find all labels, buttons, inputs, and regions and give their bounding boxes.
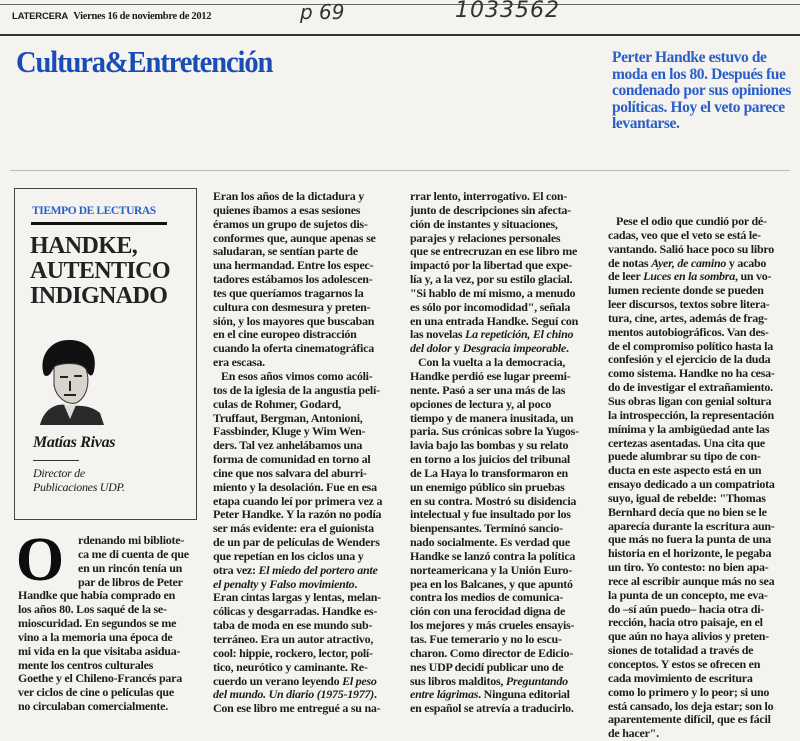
article-line [410,619,596,633]
article-column-1 [18,534,204,714]
article-line [213,647,399,661]
italic-title-text: El peso [342,674,377,688]
line-text: rece al escribir aunque más no sea [608,574,775,588]
line-text: par de libros de Peter [78,575,183,589]
line-text: está cansado, los deja estar; son lo [608,699,774,713]
line-text: etapa cuando leí por primera vez a [213,494,383,508]
line-text: terráneo. Era un autor atractivo, [213,633,374,646]
line-text: un enemigo público sin pruebas [410,480,565,494]
article-line [608,672,794,686]
article-deck: Perter Handke estuvo de moda en los 80. Después fue condenado por sus opiniones políticas. Hoy el veto parece levantarse. [612,49,791,132]
article-line [410,591,596,605]
article-line [410,384,596,398]
article-line [410,204,596,218]
article-line [213,412,399,426]
line-text: norteamericana y la Unión Euro- [410,563,573,577]
line-text: era escasa. [213,356,265,370]
line-text: . [354,577,358,591]
line-text: en español se atrevía a traducirlo. [410,702,574,716]
line-text: mi vida en la que visitaba asidua- [18,644,181,658]
article-line [608,727,794,741]
article-line [18,659,204,673]
article-line [410,508,596,522]
article-line [213,522,399,536]
line-text: contra los medios de comunica- [410,591,564,605]
article-line [608,298,794,312]
line-text: bienpensantes. Terminó sancio- [410,522,563,536]
line-text: nes UDP decidí publicar uno de [410,660,564,674]
line-text: otra vez: [213,563,259,577]
line-text: historia en el horizonte, le pegaba [608,547,772,561]
article-line [608,575,794,589]
section-title: Cultura&Entretención [16,44,273,79]
article-line [410,398,596,412]
italic-title-text: entre lágrimas [410,688,479,702]
article-line [410,633,596,647]
author-rule [33,460,79,461]
article-line [608,437,794,451]
author-role-line: Publicaciones UDP. [33,480,125,494]
article-line [608,589,794,603]
article-line [213,661,399,675]
line-text: Peter Handke. Y la razón no podía [213,508,382,522]
article-line [410,453,596,467]
author-role-line: Director de [33,466,85,480]
article-line [608,630,794,644]
line-text: Handke que había comprado en [18,589,176,603]
line-text: ción de instantes y situaciones, [410,217,558,231]
line-text: aparentemente difícil, que es fácil [608,713,771,727]
line-text: aparecía durante la escritura aun- [608,519,775,533]
article-line [18,562,204,576]
line-text: rección, hacia otro paisaje, en el [608,616,763,630]
article-line [410,564,596,578]
article-line [213,605,399,619]
line-text: do –sí aún puedo– hacia otra di- [608,602,765,616]
line-text: Fassbinder, Kluge y Wim Wen- [213,425,366,439]
article-line [608,229,794,243]
line-text: parajes y relaciones personales [410,231,561,245]
italic-title-text: El miedo del portero ante [258,563,378,577]
article-line [213,619,399,633]
line-text: sión, y los mayores que buscaban [213,314,375,328]
line-text: tes que queríamos tragarnos la [213,286,364,300]
line-text: Bernhard decía que no bien se le [608,505,767,519]
line-text: culas de Rohmer, Godard, [213,397,341,411]
italic-title-text: Desgracia impeorable [462,342,566,356]
line-text: cool: hippie, rockero, lector, polí- [213,646,373,660]
author-portrait-image [36,335,104,425]
line-text: como sistema. Handke no ha cesa- [608,367,775,381]
italic-title-text: Ayer, de camino [651,256,727,270]
article-line [608,533,794,547]
line-text: los años 80. Los saqué de la se- [18,603,167,617]
line-text: tura, cine, artes, además de frag- [608,311,768,325]
line-text: ducta en este aspecto está en un [608,464,762,478]
line-text: Con la vuelta a la democracia, [418,356,566,370]
line-text: de leer [608,270,644,284]
article-line [213,633,399,647]
article-line [213,425,399,439]
article-line [213,467,399,481]
article-line [608,423,794,437]
line-text: ción con una ferocidad digna de [410,605,566,619]
italic-title-text: del mundo. Un diario (1975-1977) [213,688,375,702]
line-text: mínima y la ambigüedad ante las [608,422,770,436]
line-text: Eran los años de la dictadura y [213,190,364,203]
article-line [410,467,596,481]
article-line [213,564,399,578]
article-line [608,284,794,298]
article-line [213,218,399,232]
author-name: Matías Rivas [33,434,116,451]
line-text: opciones de lectura y, al poco [410,397,552,411]
article-line [608,367,794,381]
line-text: junto de descripciones sin afecta- [410,203,571,217]
line-text: siones de totalidad a través de [608,644,754,658]
article-line [608,215,794,229]
line-text: Pese el odio que cundió por dé- [616,215,767,228]
article-line [608,326,794,340]
drop-cap: O [15,526,65,594]
line-text: que repetían en los ciclos una y [213,549,364,563]
line-text: "Si hablo de mí mismo, a menudo [410,286,576,300]
line-text: en el cine europeo distracción [213,328,357,342]
article-line [410,328,596,342]
article-line [410,412,596,426]
line-text: rdenando mi bibliote- [78,534,185,547]
article-line [213,536,399,550]
article-line [18,645,204,659]
italic-title-text: Preguntando [505,674,568,688]
handwritten-page-note: p 69 [300,0,345,24]
line-text: en torno a los juicios del tribunal [410,453,570,467]
article-line [410,481,596,495]
article-line [608,270,794,284]
article-line [213,328,399,342]
line-text: forma de comunidad en torno al [213,453,371,467]
article-line [18,700,204,714]
article-line [608,547,794,561]
line-text: una hermandad. Entre los espec- [213,259,374,273]
article-line [608,257,794,271]
line-text: es sólo por incomodidad", señala [410,300,571,314]
line-text: que más no fuera la punta de una [608,533,772,547]
line-text: de hacer". [608,727,659,741]
headline [30,234,170,309]
article-line [213,688,399,702]
article-line [410,218,596,232]
line-text: sus libros malditos, [410,674,506,688]
line-text: cuerdo un verano leyendo [213,674,343,688]
line-text: la introspección, la representación [608,408,774,422]
article-line [213,370,399,384]
article-line [213,578,399,592]
line-text: de el compromiso político hasta la [608,339,773,353]
article-line [410,232,596,246]
line-text: de un par de películas de Wenders [213,536,380,550]
article-line [608,700,794,714]
line-text: conceptos. Y estos se ofrecen en [608,658,761,671]
line-text: rrar lento, interrogativo. El con- [410,190,568,203]
article-line [18,603,204,617]
article-line [213,315,399,329]
line-text: que aún no haya alivios y preten- [608,630,769,644]
line-text: cine que nos salvara del aburri- [213,466,367,480]
line-text: Con ese libro me entregué a su na- [213,702,381,716]
line-text: éramos un grupo de sujetos dis- [213,217,368,231]
article-line [213,591,399,605]
line-text: Handke se lanzó contra la política [410,549,576,563]
italic-title-text: Falso movimiento [269,577,355,591]
line-text: conformes que, aunque apenas se [213,231,376,245]
article-line [608,353,794,367]
article-line [18,548,204,562]
article-line [18,631,204,645]
line-text: Handke perdió ese lugar preemi- [410,369,571,383]
line-text: no circulaban comercialmente. [18,700,168,714]
article-line [410,342,596,356]
line-text: en un rincón tenía un [78,561,183,575]
issue-date: Viernes 16 de noviembre de 2012 [73,11,212,22]
handwritten-archive-number: 1033562 [455,0,560,23]
article-line [213,384,399,398]
line-text: suyo, igual de rebelde: "Thomas [608,491,766,505]
line-text: los mejores y más crueles ensayis- [410,619,575,633]
article-line [410,647,596,661]
line-text: Goethe y el Chileno-Francés para [18,672,182,686]
article-column-2 [213,190,399,716]
article-line [18,672,204,686]
line-text: charon. Como director de Edicio- [410,646,573,660]
line-text: Truffaut, Bergman, Antonioni, [213,411,363,425]
top-rule [0,4,800,5]
line-text: do de investigar el extrañamiento. [608,381,773,395]
header-rule [0,34,800,36]
line-text: tas. Fue temerario y no lo escu- [410,633,562,646]
article-line [213,675,399,689]
line-text: tos de la iglesia de la angustia pelí- [213,383,380,397]
article-line [213,287,399,301]
line-text: que se entrecruzan en ese libro me [410,245,578,259]
article-line [608,312,794,326]
article-line [18,576,204,590]
line-text: vantando. Salió hace poco su libro [608,242,774,256]
line-text: cada movimiento de escritura [608,671,753,685]
line-text: de notas [608,256,652,270]
line-text: ver ciclos de cine o películas que [18,686,174,700]
line-text: confesión y el ejercicio de la duda [608,353,771,367]
article-line [410,259,596,273]
italic-title-text: Luces en la sombra [643,270,735,284]
article-line [410,688,596,702]
line-text: cultura con desmesura y preten- [213,300,371,314]
article-line [608,506,794,520]
line-text: de La Haya lo transformaron en [410,466,568,480]
article-line [608,450,794,464]
headline-line: INDIGNADO [30,283,168,309]
line-text: ders. Tal vez anhelábamos una [213,439,363,453]
article-line [410,425,596,439]
article-line [213,481,399,495]
line-text: impactó por la libertad que expe- [410,259,572,273]
column-kicker: TIEMPO DE LECTURAS [32,205,156,217]
line-text: lía y, a la vez, por su estilo glacial. [410,273,573,287]
article-line [410,370,596,384]
article-line [213,259,399,273]
article-line [213,245,399,259]
headline-line: AUTENTICO [30,258,170,284]
newspaper-brand: LATERCERA [12,11,69,22]
article-line [410,702,596,716]
line-text: nado socialmente. Es verdad que [410,536,570,550]
line-text: la punta de un concepto, me eva- [608,588,768,602]
article-line [18,686,204,700]
line-text: quienes íbamos a esas sesiones [213,203,361,217]
line-text: vino a la memoria una época de [18,630,173,644]
article-line [608,644,794,658]
line-text: y [258,577,270,591]
line-text: las novelas [410,328,466,342]
article-line [608,478,794,492]
line-text: taba de moda en ese mundo sub- [213,619,373,633]
line-text: . [374,688,377,702]
article-line [608,713,794,727]
article-line [608,603,794,617]
line-text: como lo primero y lo peor; si uno [608,685,770,699]
article-line [213,398,399,412]
italic-title-text: La repetición, El chino [465,328,574,342]
article-line [213,702,399,716]
article-line [608,520,794,534]
article-line [410,273,596,287]
line-text: , un vo- [734,270,772,284]
article-line [410,522,596,536]
line-text: cuando la oferta cinematográfica [213,342,374,356]
article-line [410,439,596,453]
article-line [213,342,399,356]
article-line [213,439,399,453]
article-line [213,273,399,287]
line-text: cólicas y desgarradas. Handke es- [213,605,378,619]
line-text: en una entrada Handke. Seguí con [410,314,579,328]
line-text: y acabo [726,256,767,270]
line-text: en su contra. Mostró su disidencia [410,494,577,508]
line-text: . [566,342,569,356]
line-text: ca me di cuenta de que [78,547,189,561]
article-line [410,356,596,370]
article-line [410,190,596,204]
article-line [608,492,794,506]
article-line [608,243,794,257]
article-line [213,453,399,467]
line-text: miento y la desolación. Fue en esa [213,480,377,494]
article-line [213,550,399,564]
article-line [213,190,399,204]
line-text: leer discursos, textos sobre litera- [608,298,770,312]
article-line [608,561,794,575]
line-text: paria. Sus crónicas sobre la Yugos- [410,425,579,439]
line-text: cadas, veo que el veto se está le- [608,228,761,242]
masthead [12,11,211,22]
line-text: tadores estábamos los adolescen- [213,273,373,287]
line-text: puede alumbrar su tipo de con- [608,450,761,464]
italic-title-text: el penalty [213,577,259,591]
article-column-3 [410,190,596,716]
article-column-4 [608,215,794,741]
line-text: ensayo dedicado a un compatriota [608,478,775,492]
article-line [410,536,596,550]
line-text: tico, neurótico y caminante. Re- [213,660,368,674]
article-line [410,605,596,619]
line-text: En esos años vimos como acóli- [221,369,373,383]
line-text: lavia bajo las bombas y su relato [410,439,569,453]
section-divider [10,170,790,171]
article-line [608,686,794,700]
article-line [410,301,596,315]
article-line [608,381,794,395]
line-text: . Ninguna editorial [478,688,570,702]
article-line [213,232,399,246]
article-line [608,616,794,630]
article-line [608,395,794,409]
italic-title-text: del dolor [410,342,452,356]
article-line [410,495,596,509]
line-text: mioscuridad. En segundos se me [18,617,177,631]
article-line [213,508,399,522]
line-text: certezas asentadas. Una cita que [608,436,765,450]
line-text: saludaran, se sentían parte de [213,245,358,259]
line-text: y [451,342,463,356]
article-line [213,495,399,509]
line-text: Eran cintas largas y lentas, melan- [213,591,381,605]
line-text: tiempo y de manera inusitada, un [410,411,574,425]
article-line [410,578,596,592]
article-line [608,464,794,478]
line-text: intelectual y fue insultado por los [410,508,571,522]
article-line [410,245,596,259]
article-line [608,658,794,672]
article-line [410,661,596,675]
article-line [410,675,596,689]
line-text: nente. Pasó a ser una más de las [410,383,566,397]
article-line [18,534,204,548]
line-text: Sus obras ligan con genial soltura [608,394,772,408]
line-text: mente los centros culturales [18,658,154,672]
article-line [608,340,794,354]
article-line [608,409,794,423]
line-text: ser más evidente: era el guionista [213,522,374,536]
author-role [33,466,125,494]
article-line [18,589,204,603]
article-line [213,204,399,218]
article-line [213,356,399,370]
article-line [18,617,204,631]
article-line [410,550,596,564]
article-line [213,301,399,315]
article-line [410,315,596,329]
kicker-rule [31,222,167,225]
line-text: mentos autobiográficos. Van des- [608,325,769,339]
line-text: pea en los Balcanes, y que apuntó [410,577,573,591]
article-line [410,287,596,301]
headline-line: HANDKE, [30,233,138,259]
line-text: lumen reciente donde se pueden [608,284,764,298]
line-text: un tiro. Yo contesto: no bien apa- [608,561,769,575]
